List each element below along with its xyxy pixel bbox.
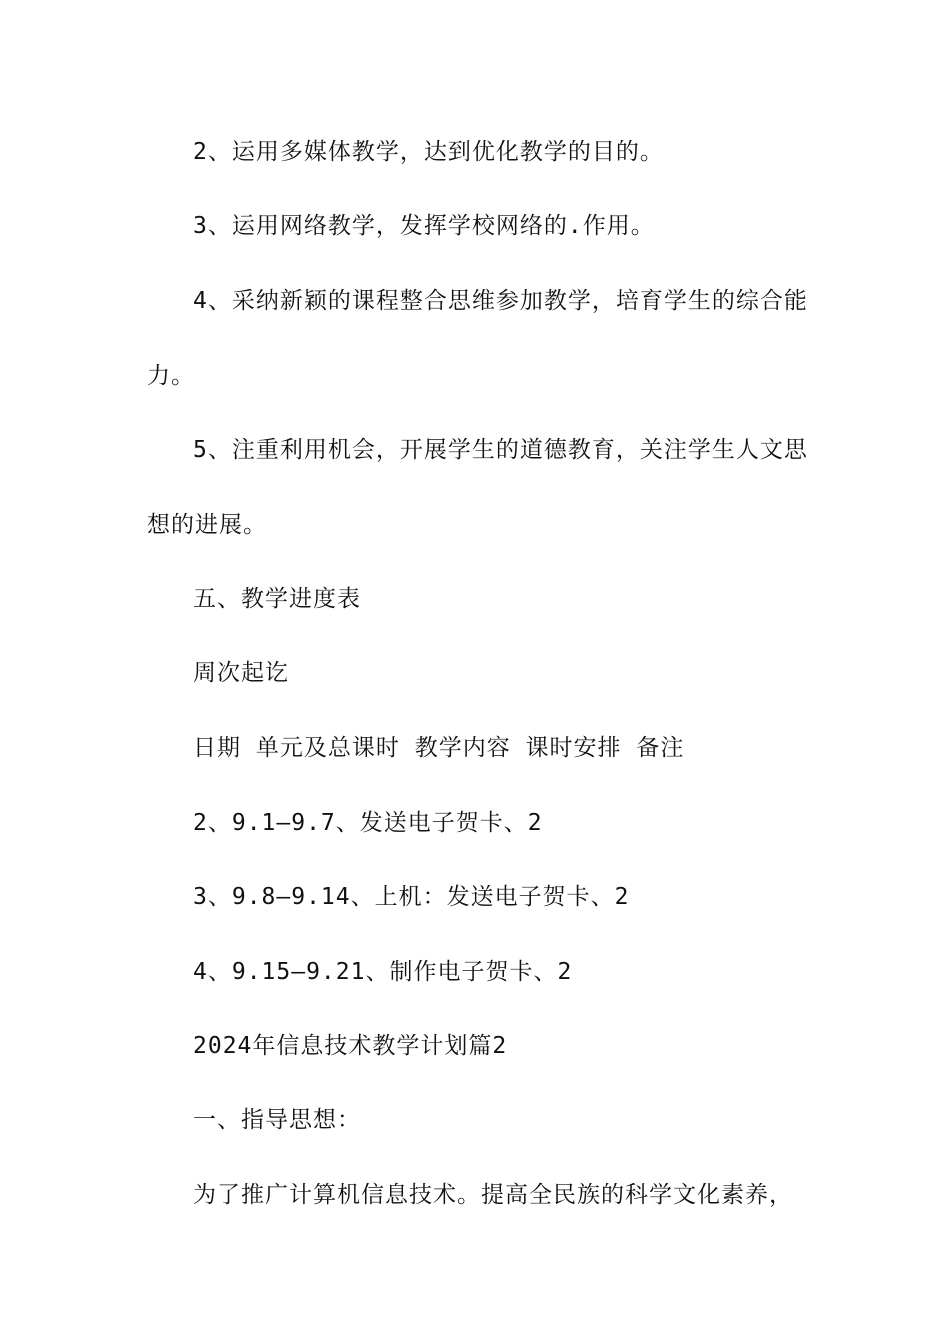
paragraph-item-5-continuation: 想的进展。 [147,512,267,538]
paragraph-guiding-thought: 为了推广计算机信息技术。提高全民族的科学文化素养， [193,1182,793,1208]
paragraph-item-3-network: 3、运用网络教学，发挥学校网络的.作用。 [193,213,655,239]
section-heading-schedule: 五、教学进度表 [193,586,361,612]
schedule-row-week-2: 2、9.1—9.7、发送电子贺卡、2 [193,810,543,836]
paragraph-item-4-curriculum: 4、采纳新颖的课程整合思维参加教学，培育学生的综合能 [193,288,808,314]
paragraph-item-5-moral: 5、注重利用机会，开展学生的道德教育，关注学生人文思 [193,437,808,463]
paragraph-item-2-multimedia: 2、运用多媒体教学，达到优化教学的目的。 [193,139,664,165]
schedule-header-columns: 日期 单元及总课时 教学内容 课时安排 备注 [193,735,685,761]
schedule-row-week-4: 4、9.15—9.21、制作电子贺卡、2 [193,959,573,985]
schedule-row-week-3: 3、9.8—9.14、上机：发送电子贺卡、2 [193,884,630,910]
section-heading-guiding-thought: 一、指导思想： [193,1107,361,1133]
schedule-header-week: 周次起讫 [193,660,289,686]
paragraph-item-4-continuation: 力。 [147,363,195,389]
document-section-title: 2024年信息技术教学计划篇2 [193,1033,508,1059]
